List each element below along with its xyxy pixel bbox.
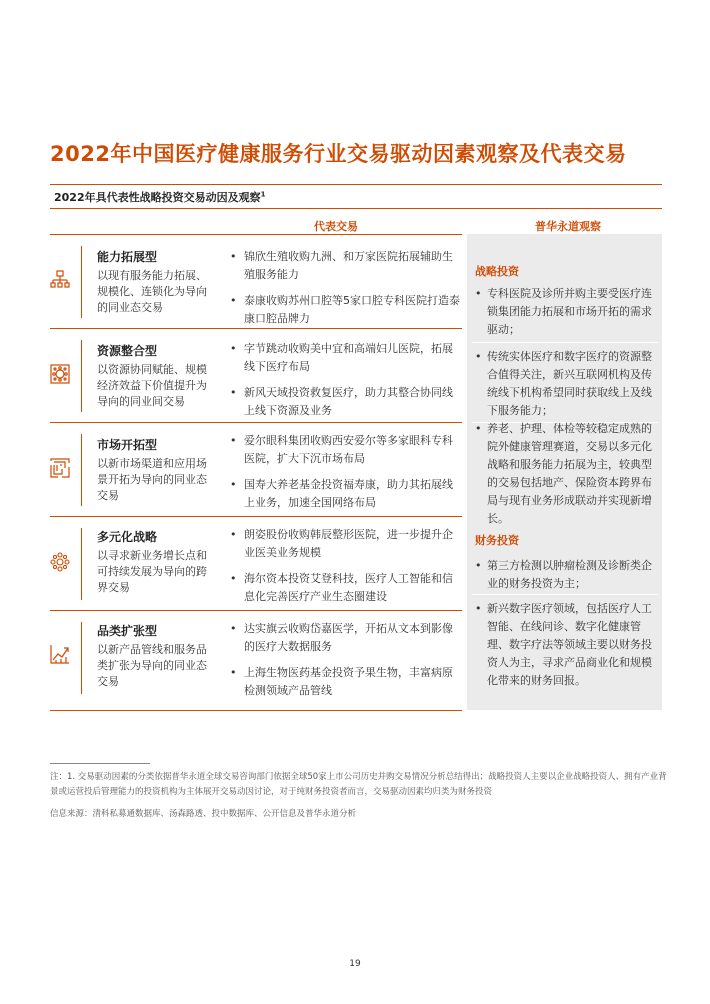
category-title: 资源整合型 [97, 344, 158, 358]
category-row [50, 610, 462, 710]
growth-chart-icon [50, 644, 70, 664]
maze-icon [50, 458, 70, 478]
deal-list [230, 432, 460, 520]
financial-observation-list [475, 557, 657, 593]
observation-item: • 专科医院及诊所并购主要受医疗连锁集团能力拓展和市场开拓的需求驱动； [475, 285, 657, 339]
category-row [50, 422, 462, 516]
org-chart-icon [50, 270, 70, 290]
category-row [50, 516, 462, 610]
deal-item: • 锦欣生殖收购九洲、和万家医院拓展辅助生殖服务能力 [230, 248, 460, 284]
deal-item: • 海尔资本投资艾登科技，医疗人工智能和信息化完善医疗产业生态圈建设 [230, 570, 460, 606]
row-divider [50, 710, 462, 711]
deal-item: • 泰康收购苏州口腔等5家口腔专科医院打造泰康口腔品牌力 [230, 292, 460, 328]
observation-item: • 新兴数字医疗领域，包括医疗人工智能、在线问诊、数字化健康管理、数字疗法等领域主要以财务投资人为主，寻求产品商业化和规模化带来的财务回报。 [475, 600, 657, 690]
row-accent-line [81, 622, 82, 694]
row-accent-line [81, 434, 82, 506]
category-description: 以寻求新业务增长点和可持续发展为导向的跨界交易 [97, 549, 207, 594]
strategic-investment-title: 战略投资 [475, 265, 519, 278]
table-subtitle [54, 189, 266, 205]
subtitle-divider [50, 208, 662, 209]
row-accent-line [81, 246, 82, 318]
page-number: 19 [349, 959, 361, 969]
deal-item: • 国寿大养老基金投资福寿康，助力其拓展线上业务，加速全国网络布局 [230, 476, 460, 512]
category-description: 以资源协同赋能、规模经济效益下价值提升为导向的同业间交易 [97, 363, 207, 408]
financial-observation-list [475, 600, 657, 690]
category-row [50, 234, 462, 328]
network-icon [50, 364, 70, 384]
strategic-observation-list [475, 420, 657, 528]
footnote-divider [50, 763, 150, 764]
category-description: 以新市场渠道和应用场景开拓为导向的同业态交易 [97, 457, 207, 502]
column-header-observations: 普华永道观察 [535, 220, 601, 233]
category-title: 能力拓展型 [97, 250, 158, 264]
category-description: 以现有服务能力拓展、规模化、连锁化为导向的同业态交易 [97, 269, 207, 314]
observation-item: • 第三方检测以肿瘤检测及诊断类企业的财务投资为主； [475, 557, 657, 593]
page-title: 2022年中国医疗健康服务行业交易驱动因素观察及代表交易 [50, 142, 627, 166]
category-title: 多元化战略 [97, 530, 158, 544]
financial-investment-title: 财务投资 [475, 534, 519, 547]
source-note: 信息来源：清科私募通数据库、汤森路透、投中数据库、公开信息及普华永道分析 [50, 809, 357, 819]
deal-list [230, 526, 460, 614]
row-accent-line [81, 340, 82, 412]
deal-item: • 上海生物医药基金投资予果生物，丰富病原检测领域产品管线 [230, 664, 460, 700]
deal-item: • 新风天域投资救复医疗，助力其整合协同线上线下资源及业务 [230, 384, 460, 420]
deal-list [230, 620, 460, 708]
strategic-observation-list [475, 348, 657, 420]
observation-divider [472, 342, 658, 343]
footnote-ref: 1 [260, 190, 266, 199]
row-accent-line [81, 528, 82, 600]
deal-item: • 爱尔眼科集团收购西安爱尔等多家眼科专科医院，扩大下沉市场布局 [230, 432, 460, 468]
subtitle-text: 2022年具代表性战略投资交易动因及观察 [54, 191, 261, 204]
column-header-deals: 代表交易 [314, 220, 358, 233]
title-divider [50, 184, 662, 185]
deal-list [230, 340, 460, 428]
category-description: 以新产品管线和服务品类扩张为导向的同业态交易 [97, 643, 207, 688]
deal-item: • 达实旗云收购岱嘉医学，开拓从文本到影像的医疗大数据服务 [230, 620, 460, 656]
category-row [50, 328, 462, 422]
diversify-icon [50, 552, 70, 572]
strategic-observation-list [475, 285, 657, 339]
footnote: 注：1. 交易驱动因素的分类依据普华永道全球交易咨询部门依据全球50家上市公司历史并购交易情况分析总结得出；战略投资人主要以企业战略投资人、拥有产业背景或运营投后管理能力的投资机构为主体展开交易动因讨论，对于纯财务投资者而言，交易驱动因素均归类为财务投资 [50, 772, 667, 797]
observation-item: • 养老、护理、体检等较稳定成熟的院外健康管理赛道，交易以多元化战略和服务能力拓展为主，较典型的交易包括地产、保险资本跨界布局与现有业务形成联动并实现新增长。 [475, 420, 657, 528]
deal-item: • 朗姿股份收购韩辰整形医院，进一步提升企业医美业务规模 [230, 526, 460, 562]
observation-item: • 传统实体医疗和数字医疗的资源整合值得关注，新兴互联网机构及传统线下机构希望同时获取线上及线下服务能力； [475, 348, 657, 420]
category-title: 市场开拓型 [97, 438, 158, 452]
category-title: 品类扩张型 [97, 624, 158, 638]
deal-item: • 字节跳动收购美中宜和高端妇儿医院，拓展线下医疗布局 [230, 340, 460, 376]
deal-list [230, 248, 460, 336]
observation-divider [472, 594, 658, 595]
